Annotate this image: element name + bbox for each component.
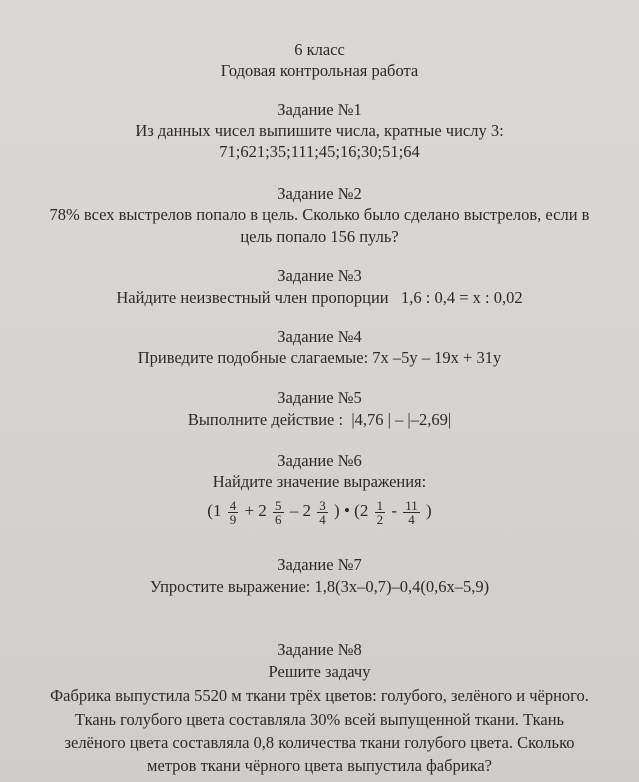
expr-open: (1 — [207, 501, 222, 520]
fraction-3-4: $\frac{3}{4}$ — [319, 497, 326, 527]
task-7-text: Упростите выражение: 1,8(3x–0,7)–0,4(0,6x–5,9) — [149, 577, 490, 596]
expr-op-minus-2: - — [391, 501, 397, 520]
task-8-title: Задание №8 — [277, 640, 362, 659]
task-6-text: Найдите значение выражения: — [212, 472, 427, 491]
task-3-text: Найдите неизвестный член пропорции 1,6 : 0,4 = x : 0,02 — [116, 288, 523, 307]
task-8-text-line4: метров ткани чёрного цвета выпустила фабрика? — [147, 756, 492, 775]
task-6-title: Задание №6 — [277, 451, 362, 470]
task-8-text-line1: Фабрика выпустила 5520 м ткани трёх цветов: голубого, зелёного и чёрного. — [50, 686, 589, 705]
task-5-title: Задание №5 — [277, 388, 362, 407]
task-1-numbers: 71;621;35;111;45;16;30;51;64 — [219, 142, 420, 161]
expr-op-plus: + 2 — [244, 501, 267, 520]
expr-multiply: ) • (2 — [334, 501, 369, 520]
fraction-4-9: $\frac{4}{9}$ — [229, 497, 237, 527]
fraction-5-6: $\frac{5}{6}$ — [275, 497, 282, 527]
fraction-11-4: $\frac{11}{4}$ — [405, 497, 418, 527]
task-8-text-line2: Ткань голубого цвета составляла 30% всей выпущенной ткани. Ткань — [74, 710, 565, 729]
fraction-1-2: $\frac{1}{2}$ — [376, 497, 384, 527]
task-2-text-line1: 78% всех выстрелов попало в цель. Сколько было сделано выстрелов, если в — [49, 205, 590, 224]
task-2-text-line2: цель попало 156 пуль? — [240, 227, 399, 246]
task-6-expression — [0, 496, 639, 526]
task-2-title: Задание №2 — [277, 184, 362, 203]
expr-close: ) — [426, 501, 432, 520]
task-3-title: Задание №3 — [277, 266, 362, 285]
grade-label: 6 класс — [294, 40, 345, 59]
task-8-text-line3: зелёного цвета составляла 0,8 количества ткани голубого цвета. Сколько — [64, 733, 575, 752]
task-7-title: Задание №7 — [277, 555, 362, 574]
task-8-subtitle: Решите задачу — [268, 662, 371, 681]
task-4-title: Задание №4 — [277, 327, 362, 346]
task-1-text: Из данных чисел выпишите числа, кратные числу 3: — [135, 121, 504, 140]
worksheet-title: Годовая контрольная работа — [220, 61, 419, 80]
expr-op-minus: – 2 — [289, 501, 312, 520]
task-5-text: Выполните действие : |4,76 | – |–2,69| — [187, 410, 452, 429]
task-1-title: Задание №1 — [277, 100, 362, 119]
task-4-text: Приведите подобные слагаемые: 7x –5y – 19x + 31y — [137, 348, 502, 367]
